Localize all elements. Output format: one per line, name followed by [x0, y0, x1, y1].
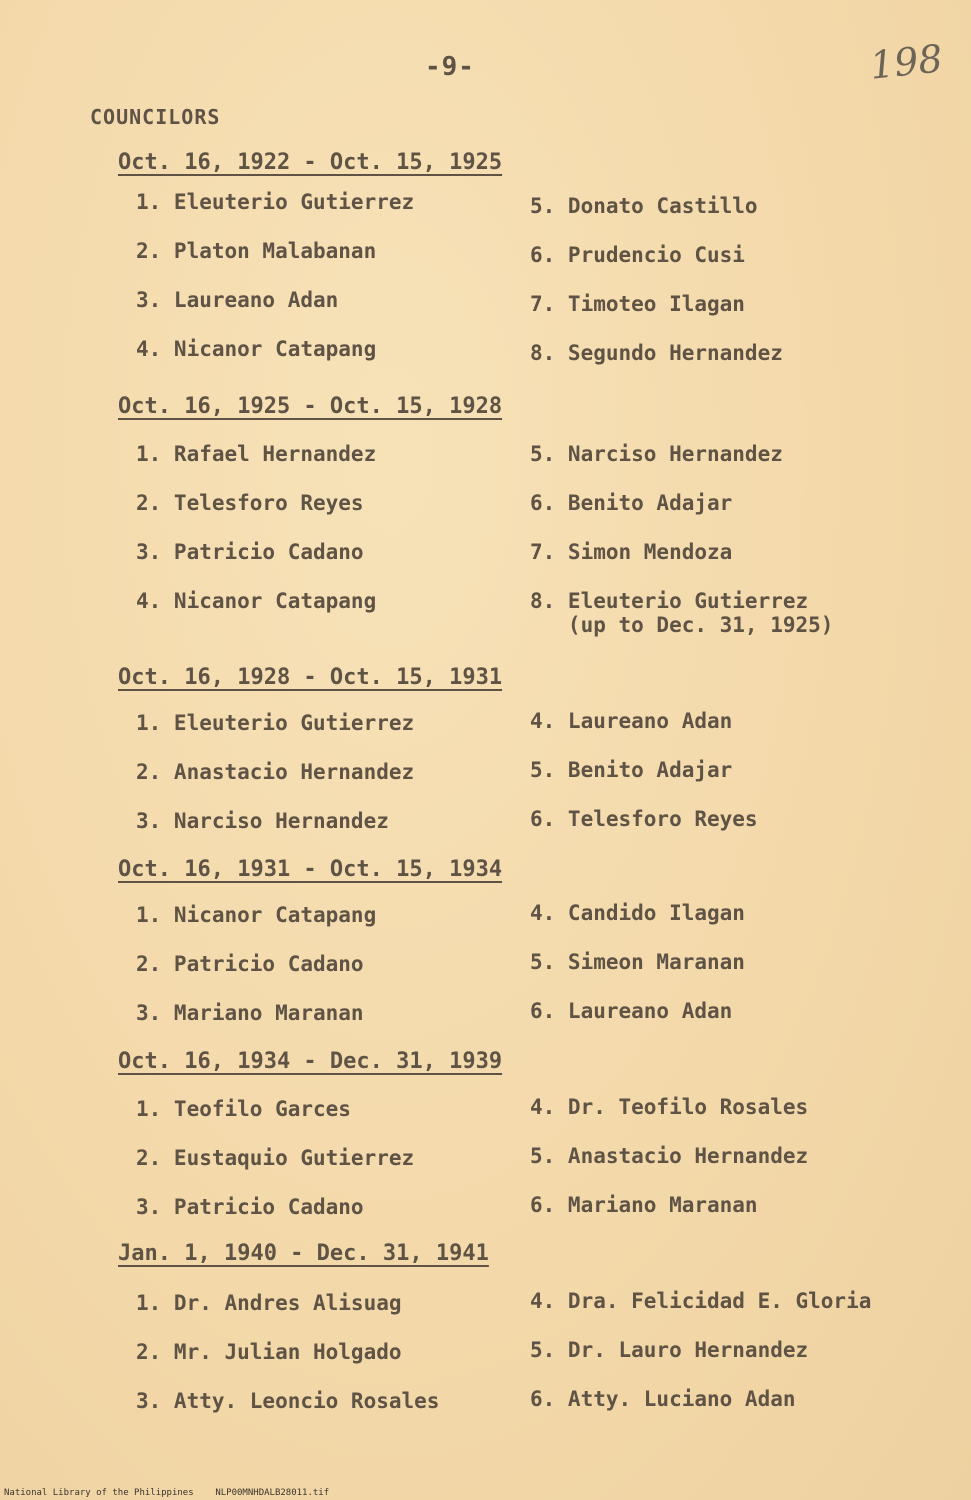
councilor-entry: 2. Platon Malabanan: [136, 239, 377, 263]
councilor-entry: 4. Dra. Felicidad E. Gloria: [530, 1289, 872, 1313]
councilor-entry: 8. Eleuterio Gutierrez (up to Dec. 31, 1925): [530, 589, 834, 637]
term-1922-1925: [118, 150, 918, 365]
term-1928-1931: [118, 665, 918, 833]
section-heading: COUNCILORS: [90, 105, 221, 129]
councilor-entry: 1. Teofilo Garces: [136, 1097, 351, 1121]
councilor-entry: 5. Donato Castillo: [530, 194, 758, 218]
councilor-entry: 1. Nicanor Catapang: [136, 903, 377, 927]
term-1931-1934: [118, 857, 918, 1025]
councilor-entry: 6. Atty. Luciano Adan: [530, 1387, 796, 1411]
councilor-entry: 4. Candido Ilagan: [530, 901, 745, 925]
term-1940-1941: [118, 1241, 918, 1413]
councilor-entry: 2. Mr. Julian Holgado: [136, 1340, 402, 1364]
councilor-entry: 6. Telesforo Reyes: [530, 807, 758, 831]
councilor-entry: 4. Laureano Adan: [530, 709, 733, 733]
scan-footer: [4, 1488, 329, 1498]
councilor-entry: 7. Simon Mendoza: [530, 540, 733, 564]
councilor-entry: 3. Patricio Cadano: [136, 1195, 364, 1219]
councilor-entry: 6. Mariano Maranan: [530, 1193, 758, 1217]
handwritten-page-number: 198: [867, 36, 945, 88]
term-right-column: [530, 194, 783, 390]
term-1925-1928: [118, 394, 918, 637]
councilor-entry: 6. Prudencio Cusi: [530, 243, 745, 267]
councilor-entry: 5. Benito Adajar: [530, 758, 733, 782]
term-title: Oct. 16, 1925 - Oct. 15, 1928: [118, 394, 503, 419]
councilor-entry: 6. Benito Adajar: [530, 491, 733, 515]
councilor-entry: 3. Narciso Hernandez: [136, 809, 389, 833]
councilor-entry: 3. Mariano Maranan: [136, 1001, 364, 1025]
term-left-column: [136, 903, 376, 1050]
term-title: Oct. 16, 1922 - Oct. 15, 1925: [118, 150, 503, 175]
councilor-entry: 8. Segundo Hernandez: [530, 341, 783, 365]
councilor-entry: 1. Eleuterio Gutierrez: [136, 711, 415, 735]
councilor-entry: 5. Dr. Lauro Hernandez: [530, 1338, 809, 1362]
councilor-entry: 5. Simeon Maranan: [530, 950, 745, 974]
term-title: Jan. 1, 1940 - Dec. 31, 1941: [118, 1241, 489, 1266]
footer-filename: NLP00MNHDALB28011.tif: [215, 1488, 330, 1498]
councilor-entry: 1. Dr. Andres Alisuag: [136, 1291, 402, 1315]
term-title: Oct. 16, 1934 - Dec. 31, 1939: [118, 1049, 503, 1074]
term-left-column: [136, 711, 414, 858]
page-number: -9-: [425, 52, 475, 82]
councilor-entry: 2. Patricio Cadano: [136, 952, 364, 976]
councilor-entry: 2. Anastacio Hernandez: [136, 760, 415, 784]
term-1934-1939: [118, 1049, 918, 1219]
term-title: Oct. 16, 1931 - Oct. 15, 1934: [118, 857, 503, 882]
councilor-entry: 4. Nicanor Catapang: [136, 337, 377, 361]
councilor-entry: 6. Laureano Adan: [530, 999, 733, 1023]
councilor-entry: 7. Timoteo Ilagan: [530, 292, 745, 316]
footer-library: National Library of the Philippines: [4, 1488, 194, 1498]
councilor-entry: 2. Telesforo Reyes: [136, 491, 364, 515]
councilor-entry: 5. Narciso Hernandez: [530, 442, 783, 466]
councilor-entry: 1. Eleuterio Gutierrez: [136, 190, 415, 214]
term-right-column: [530, 709, 758, 856]
term-left-column: [136, 1097, 414, 1244]
term-left-column: [136, 1291, 439, 1438]
term-right-column: [530, 442, 833, 649]
councilor-entry: 3. Patricio Cadano: [136, 540, 364, 564]
councilor-entry: 1. Rafael Hernandez: [136, 442, 377, 466]
councilor-entry: 3. Atty. Leoncio Rosales: [136, 1389, 440, 1413]
term-left-column: [136, 442, 376, 638]
councilor-entry: 3. Laureano Adan: [136, 288, 339, 312]
councilor-entry: 4. Dr. Teofilo Rosales: [530, 1095, 809, 1119]
councilor-entry: 4. Nicanor Catapang: [136, 589, 377, 613]
term-title: Oct. 16, 1928 - Oct. 15, 1931: [118, 665, 503, 690]
term-right-column: [530, 901, 745, 1048]
councilor-entry: 2. Eustaquio Gutierrez: [136, 1146, 415, 1170]
term-left-column: [136, 190, 414, 386]
councilor-entry: 5. Anastacio Hernandez: [530, 1144, 809, 1168]
term-right-column: [530, 1095, 808, 1242]
term-right-column: [530, 1289, 871, 1436]
